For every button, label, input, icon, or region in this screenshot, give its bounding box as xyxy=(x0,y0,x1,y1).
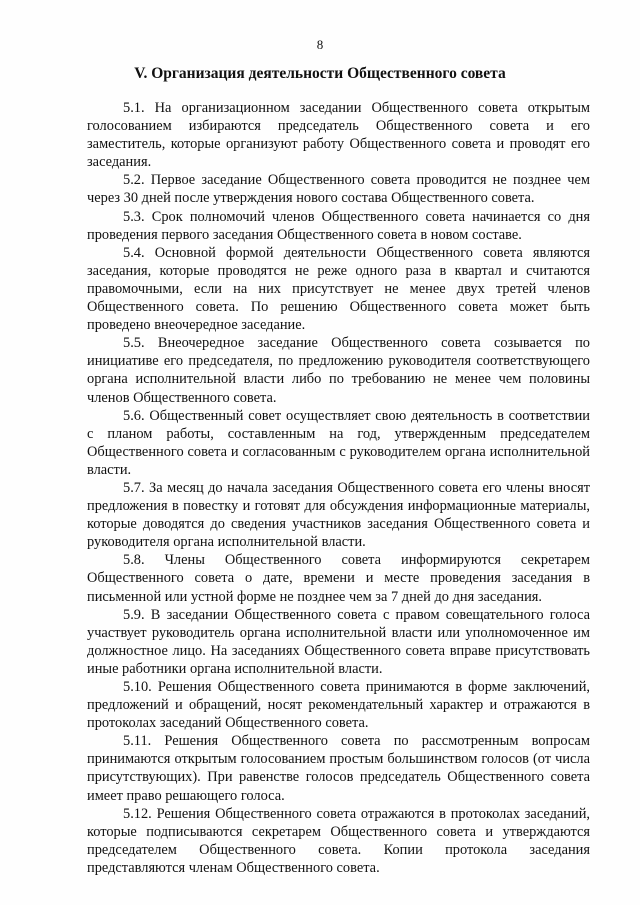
paragraph-5-5: 5.5. Внеочередное заседание Общественного совета созывается по инициативе его председателя, по предложению руководителя соответствующего органа исполнительной власти либо по требованию не менее чем половины членов Общественного совета. xyxy=(87,335,590,406)
paragraph-5-9: 5.9. В заседании Общественного совета с правом совещательного голоса участвует руководитель органа исполнительной власти или уполномоченное им должностное лицо. На заседаниях Общественного совета вправе присутствовать иные работники органа исполнительной власти. xyxy=(87,606,590,677)
section-title: V. Организация деятельности Общественного совета xyxy=(134,65,506,82)
paragraph-5-6: 5.6. Общественный совет осуществляет свою деятельность в соответствии с планом работы, составленным на год, утвержденным председателем Общественного совета и согласованным с руководителем органа исполнительной власти. xyxy=(87,407,590,478)
paragraph-5-12: 5.12. Решения Общественного совета отражаются в протоколах заседаний, которые подписываются секретарем Общественного совета и утверждаются председателем Общественного совета. Копии протокола заседания представляются членам Общественного совета. xyxy=(87,805,590,876)
paragraph-5-3: 5.3. Срок полномочий членов Общественного совета начинается со дня проведения первого заседания Общественного совета в новом составе. xyxy=(87,208,590,243)
paragraph-5-10: 5.10. Решения Общественного совета принимаются в форме заключений, предложений и обращений, носят рекомендательный характер и отражаются в протоколах заседаний Общественного совета. xyxy=(87,679,590,732)
paragraph-5-11: 5.11. Решения Общественного совета по рассмотренным вопросам принимаются открытым голосованием простым большинством голосов (от числа присутствующих). При равенстве голосов председатель Общественного совета имеет право решающего голоса. xyxy=(87,733,590,804)
paragraph-5-7: 5.7. За месяц до начала заседания Общественного совета его члены вносят предложения в повестку и готовят для обсуждения информационные материалы, которые доводятся до сведения участников заседания Общественного совета и руководителя органа исполнительной власти. xyxy=(87,479,590,551)
page-number: 8 xyxy=(316,37,324,52)
paragraph-5-4: 5.4. Основной формой деятельности Общественного совета являются заседания, которые проводятся не реже одного раза в квартал и считаются правомочными, если на них присутствует не менее двух третей членов Общественного совета. По решению Общественного совета может быть проведено внеочередное заседание. xyxy=(87,244,590,334)
paragraph-5-1: 5.1. На организационном заседании Общественного совета открытым голосованием избираются председатель Общественного совета и его заместитель, которые организуют работу Общественного совета и проводят его заседания. xyxy=(87,100,590,171)
section-body xyxy=(87,99,590,877)
paragraph-5-2: 5.2. Первое заседание Общественного совета проводится не позднее чем через 30 дней после утверждения нового состава Общественного совета. xyxy=(87,172,590,207)
paragraph-5-8: 5.8. Члены Общественного совета информируются секретарем Общественного совета о дате, времени и месте проведения заседания в письменной или устной форме не позднее чем за 7 дней до дня заседания. xyxy=(87,552,590,605)
